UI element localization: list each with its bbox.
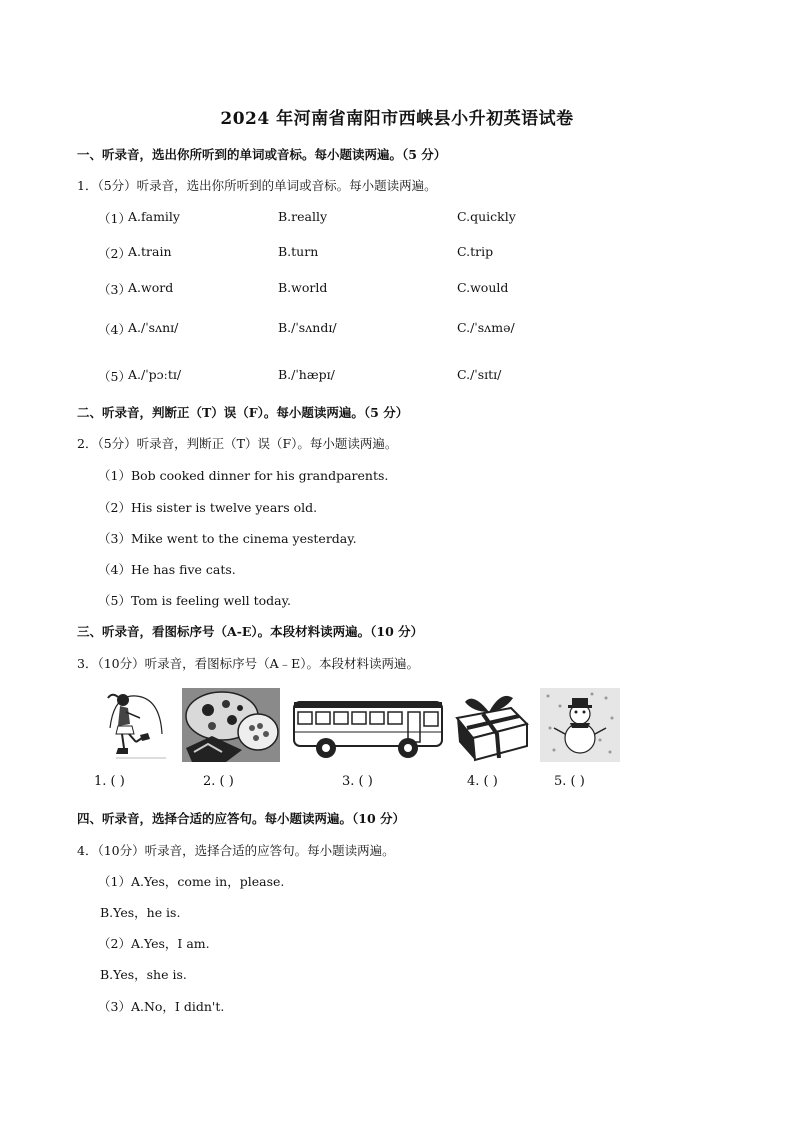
response-line-1: （1）A.Yes，come in，please.	[98, 874, 285, 889]
option-b: B.turn	[278, 244, 319, 259]
option-a: A.family	[128, 209, 180, 224]
question1-text: 1．（5分）听录音，选出你所听到的单词或音标。每小题读两遍。	[77, 178, 437, 193]
item-number: （5）	[98, 369, 131, 384]
response-line-2: B.Yes，he is.	[100, 905, 181, 920]
statement-1: （1）Bob cooked dinner for his grandparents.	[98, 468, 389, 483]
statement-2: （2）His sister is twelve years old.	[98, 500, 318, 515]
q1-item-1	[98, 209, 718, 227]
page-title: 2024 年河南省南阳市西峡县小升初英语试卷	[220, 109, 574, 129]
answer-blank-4[interactable]: 4. ( )	[467, 774, 498, 789]
answer-blank-2[interactable]: 2. ( )	[203, 774, 234, 789]
section3-heading: 三、听录音，看图标序号（A-E）。本段材料读两遍。（10 分）	[77, 624, 424, 639]
gift-box-picture	[453, 688, 531, 762]
response-line-4: B.Yes，she is.	[100, 967, 187, 982]
option-b: B./ˈhæpɪ/	[278, 367, 335, 382]
answer-blank-1[interactable]: 1. ( )	[94, 774, 125, 789]
item-number: （2）	[98, 246, 131, 261]
question4-text: 4．（10分）听录音，选择合适的应答句。每小题读两遍。	[77, 843, 395, 858]
answer-blank-5[interactable]: 5. ( )	[554, 774, 585, 789]
option-c: C./ˈsʌmə/	[457, 320, 515, 335]
option-c: C.trip	[457, 244, 494, 259]
option-b: B./ˈsʌndɪ/	[278, 320, 337, 335]
q1-item-2	[98, 244, 718, 262]
option-a: A./ˈsʌnɪ/	[128, 320, 179, 335]
section2-heading: 二、听录音，判断正（T）误（F）。每小题读两遍。（5 分）	[77, 405, 409, 420]
question2-text: 2．（5分）听录音，判断正（T）误（F）。每小题读两遍。	[77, 436, 398, 451]
item-number: （3）	[98, 282, 131, 297]
option-b: B.really	[278, 209, 328, 224]
statement-4: （4）He has five cats.	[98, 562, 236, 577]
item-number: （1）	[98, 211, 131, 226]
q1-item-5	[98, 367, 718, 385]
statement-3: （3）Mike went to the cinema yesterday.	[98, 531, 357, 546]
option-a: A.train	[128, 244, 172, 259]
answer-blank-3[interactable]: 3. ( )	[342, 774, 373, 789]
section4-heading: 四、听录音，选择合适的应答句。每小题读两遍。（10 分）	[77, 811, 405, 826]
question3-text: 3．（10分）听录音，看图标序号（A﹣E）。本段材料读两遍。	[77, 656, 420, 671]
food-plate-picture	[182, 688, 280, 762]
option-b: B.world	[278, 280, 328, 295]
option-c: C.would	[457, 280, 509, 295]
girl-skipping-picture	[96, 688, 170, 762]
q1-item-3	[98, 280, 718, 298]
bus-picture	[290, 688, 446, 762]
item-number: （4）	[98, 322, 131, 337]
option-a: A./ˈpɔːtɪ/	[128, 367, 182, 382]
option-c: C.quickly	[457, 209, 516, 224]
option-a: A.word	[128, 280, 174, 295]
snowman-picture	[540, 688, 620, 762]
section1-heading: 一、听录音，选出你所听到的单词或音标。每小题读两遍。（5 分）	[77, 147, 447, 162]
response-line-3: （2）A.Yes，I am.	[98, 936, 210, 951]
statement-5: （5）Tom is feeling well today.	[98, 593, 291, 608]
response-line-5: （3）A.No，I didn't.	[98, 999, 225, 1014]
option-c: C./ˈsɪtɪ/	[457, 367, 502, 382]
q1-item-4	[98, 320, 718, 338]
